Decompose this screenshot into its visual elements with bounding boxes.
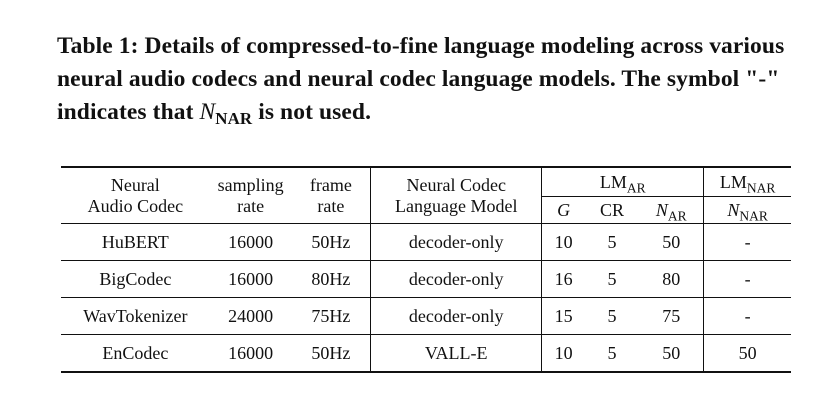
cell-n-ar: 75 [639,298,704,335]
cell-codec: EnCodec [61,335,210,373]
header-text: Language Model [394,195,518,216]
cell-n-ar: 50 [639,224,704,261]
header-n-nar [704,197,791,224]
cell-model: decoder-only [371,298,542,335]
header-neural-audio-codec [61,167,210,224]
cell-n-ar: 50 [639,335,704,373]
table-row [61,335,791,373]
header-sampling-rate [210,167,292,224]
header-subscript: AR [626,180,646,196]
cell-n-nar: - [704,298,791,335]
codec-details-table [61,166,791,373]
cell-cr: 5 [585,298,639,335]
header-group-lm-ar [542,167,704,197]
cell-sampling-rate: 16000 [210,224,292,261]
header-cr: CR [600,199,625,220]
cell-model: decoder-only [371,224,542,261]
header-text: LM [599,171,627,192]
cell-frame-rate: 80Hz [292,261,371,298]
header-frame-rate [292,167,371,224]
cell-frame-rate: 50Hz [292,335,371,373]
cell-model: VALL-E [371,335,542,373]
cell-g: 15 [542,298,585,335]
header-text: Neural [110,174,160,195]
header-subscript: AR [667,208,687,224]
cell-codec: HuBERT [61,224,210,261]
header-text: Audio Codec [87,195,184,216]
header-n-ar [639,197,704,224]
cell-sampling-rate: 16000 [210,261,292,298]
caption-symbol-main: N [199,99,216,125]
cell-n-nar: - [704,261,791,298]
cell-sampling-rate: 16000 [210,335,292,373]
header-subscript: NAR [746,180,776,196]
table-row [61,261,791,298]
header-text: frame [309,174,352,195]
caption-text-end: is not used. [252,99,372,125]
cell-model: decoder-only [371,261,542,298]
cell-frame-rate: 75Hz [292,298,371,335]
header-text: N [655,199,668,220]
header-text: rate [317,195,345,216]
cell-n-nar: 50 [704,335,791,373]
header-language-model [371,167,542,224]
cell-g: 10 [542,224,585,261]
header-text: Neural Codec [406,174,506,195]
cell-codec: WavTokenizer [61,298,210,335]
header-group-lm-nar [704,167,791,197]
caption-text: Table 1: Details of compressed-to-fine language modeling across various neural audio codecs and neural codec language models. The symbol "-" indicates that [57,33,785,125]
table-row [61,224,791,261]
header-text: LM [719,171,747,192]
caption-symbol [199,99,253,129]
cell-cr: 5 [585,335,639,373]
header-text: sampling [217,174,284,195]
header-text: rate [237,195,265,216]
header-text: N [727,199,740,220]
cell-n-ar: 80 [639,261,704,298]
caption-symbol-sub: NAR [215,109,253,129]
cell-frame-rate: 50Hz [292,224,371,261]
cell-sampling-rate: 24000 [210,298,292,335]
cell-cr: 5 [585,224,639,261]
header-g: G [542,197,585,224]
header-row-1 [61,167,791,197]
cell-cr: 5 [585,261,639,298]
cell-g: 10 [542,335,585,373]
cell-n-nar: - [704,224,791,261]
cell-codec: BigCodec [61,261,210,298]
table-caption [57,30,797,129]
header-subscript: NAR [739,208,768,224]
table-row [61,298,791,335]
cell-g: 16 [542,261,585,298]
